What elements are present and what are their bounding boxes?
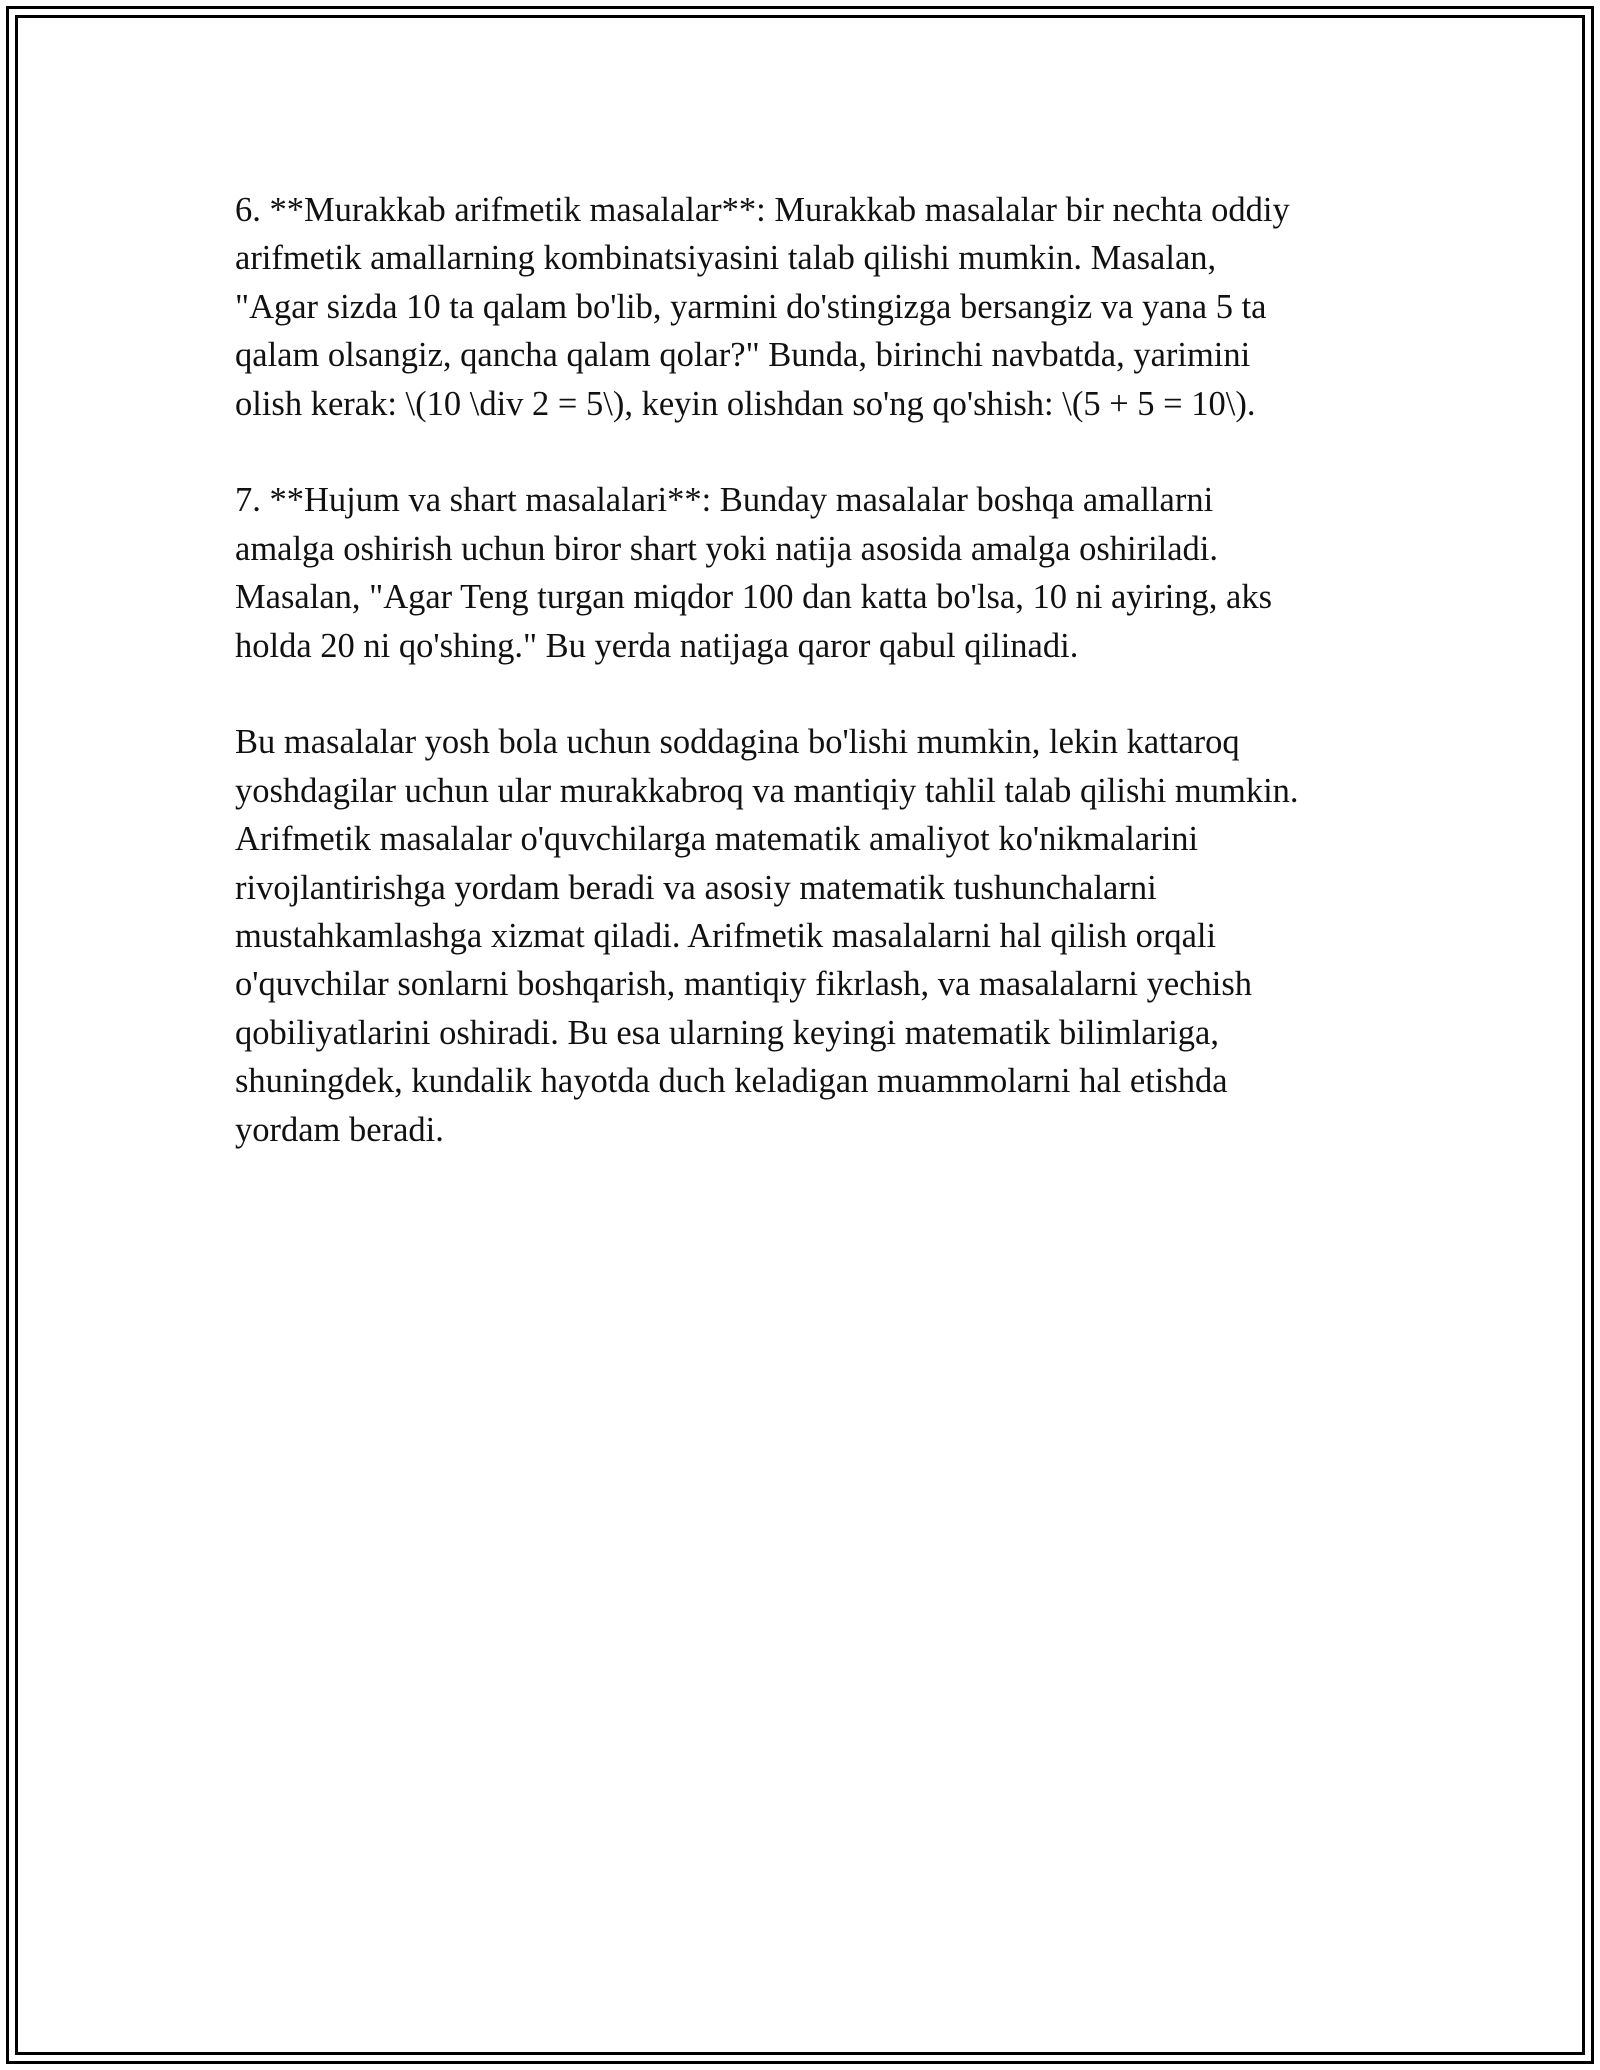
paragraph-conditional-problems: 7. **Hujum va shart masalalari**: Bunday masalalar boshqa amallarni amalga oshirish uchun biror shart yoki natija asosida amalga oshiriladi. Masalan, "Agar Teng turgan miqdor 100 dan katta bo'lsa, 10 ni ayiring, aks holda 20 ni qo'shing." Bu yerda natijaga qaror qabul qilinadi. <box>235 481 1273 665</box>
paragraph-conclusion: Bu masalalar yosh bola uchun soddagina bo'lishi mumkin, lekin kattaroq yoshdagilar uchun ular murakkabroq va mantiqiy tahlil talab qilishi mumkin. Arifmetik masalalar o'quvchilarga matematik amaliyot ko'nikmalarini rivojlantirishga yordam beradi va asosiy matematik tushunchalarni mustahkamlashga xizmat qiladi. Arifmetik masalalarni hal qilish orqali o'quvchilar sonlarni boshqarish, mantiqiy fikrlash, va masalalarni yechish qobiliyatlarini oshiradi. Bu esa ularning keyingi matematik bilimlariga, shuningdek, kundalik hayotda duch keladigan muammolarni hal etishda yordam beradi. <box>235 723 1299 1149</box>
paragraph-complex-problems: 6. **Murakkab arifmetik masalalar**: Murakkab masalalar bir nechta oddiy arifmetik amallarning kombinatsiyasini talab qilishi mumkin. Masalan, "Agar sizda 10 ta qalam bo'lib, yarmini do'stingizga bersangiz va yana 5 ta qalam olsangiz, qancha qalam qolar?" Bunda, birinchi navbatda, yarimini olish kerak: \(10 \div 2 = 5\), keyin olishdan so'ng qo'shish: \(5 + 5 = 10\). <box>235 191 1290 423</box>
document-body <box>235 186 1385 1202</box>
